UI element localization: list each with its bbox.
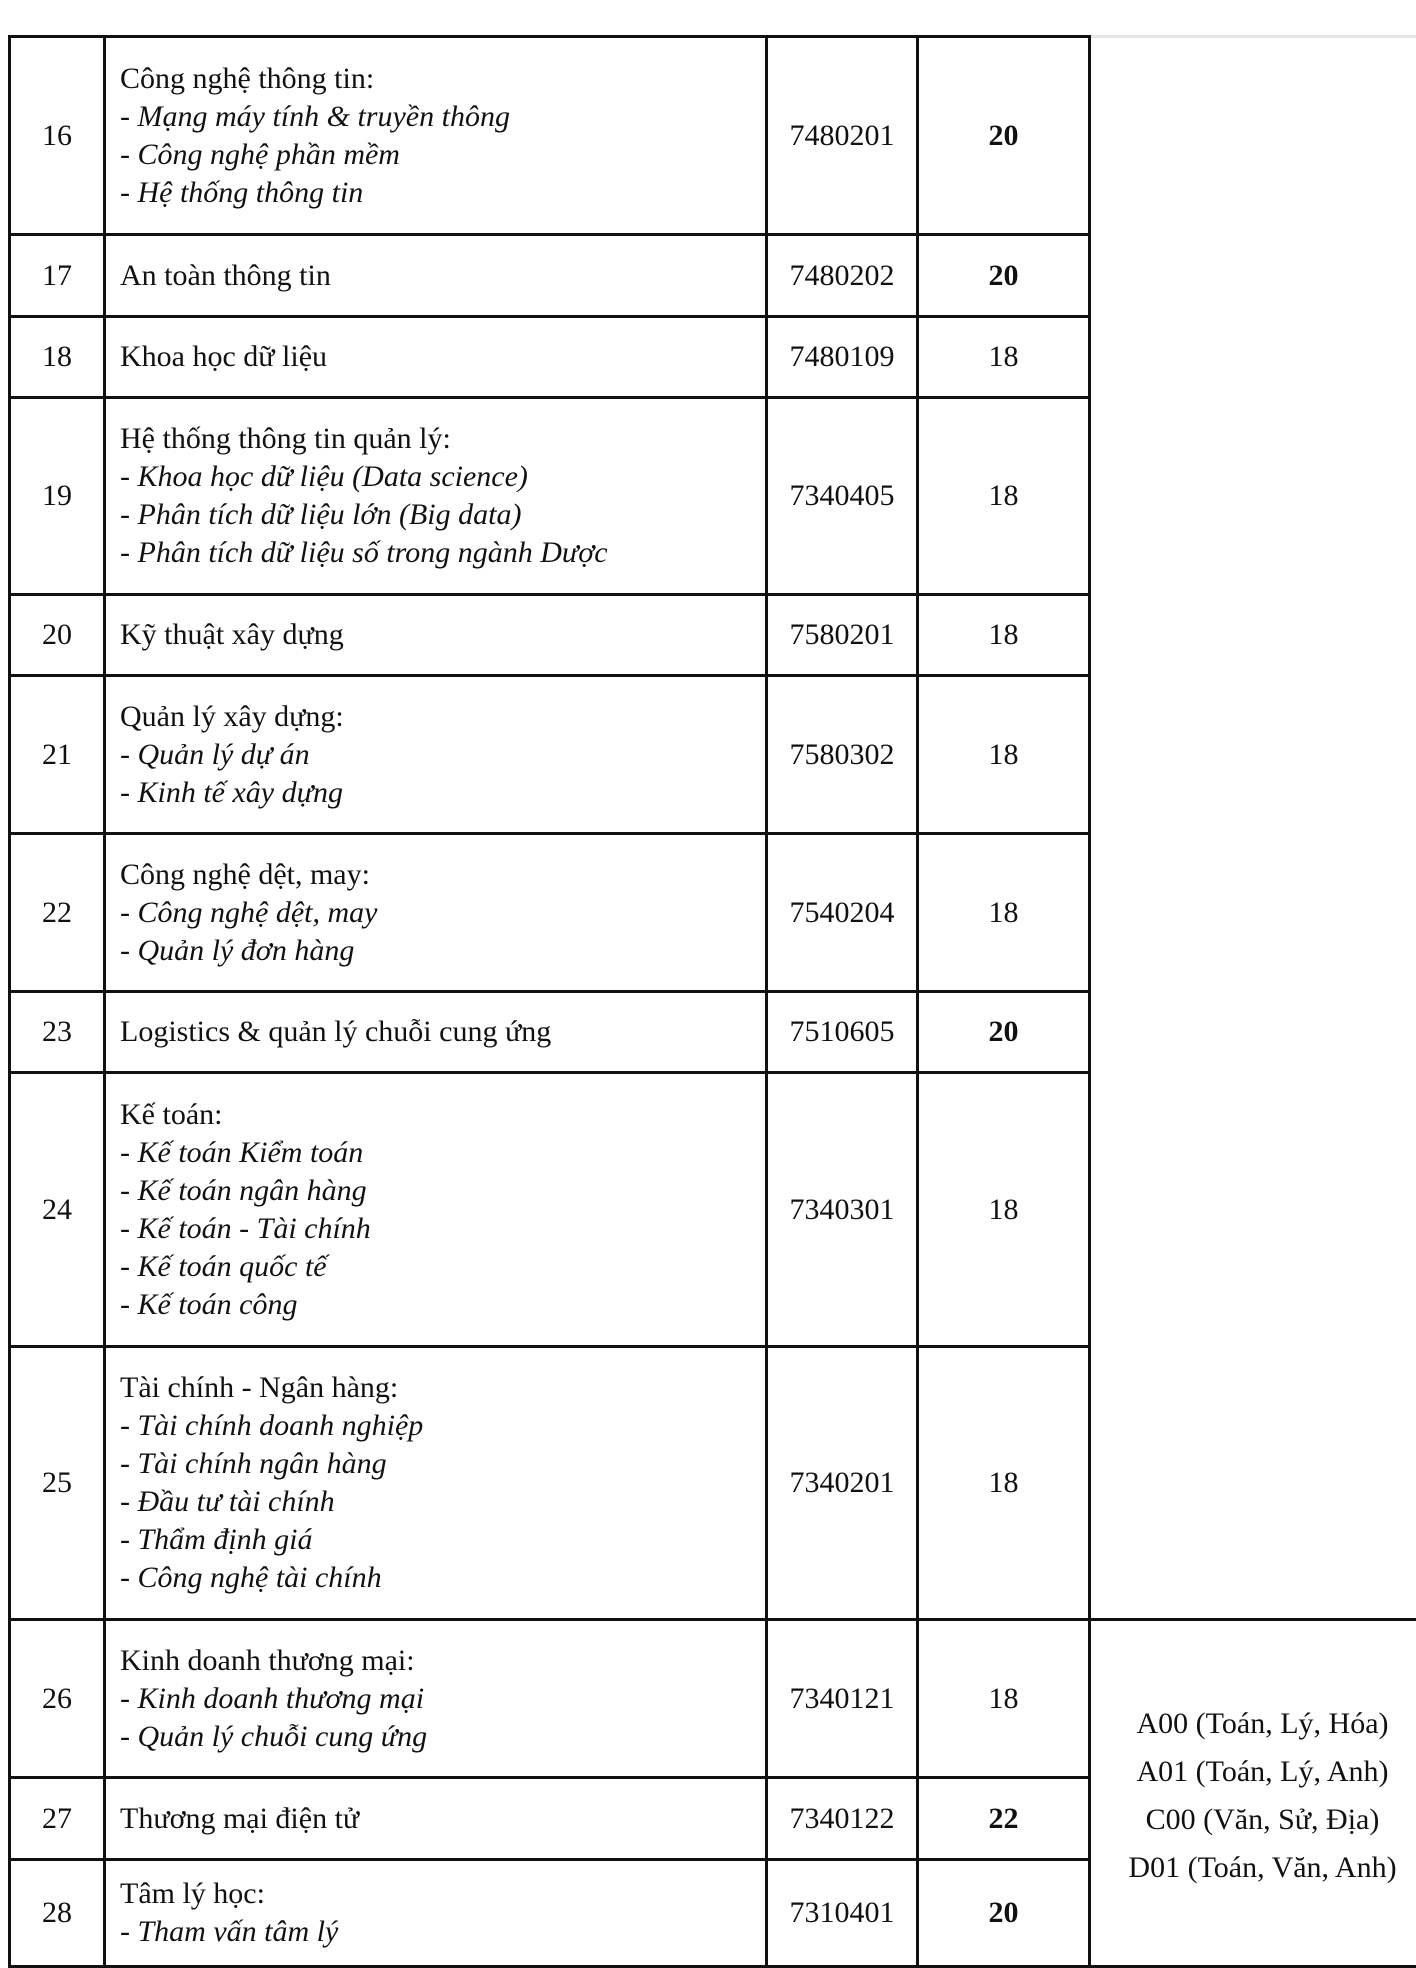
specialization: - Kế toán công — [120, 1286, 765, 1324]
major-code: 7340121 — [767, 1620, 918, 1778]
row-number: 28 — [10, 1860, 105, 1967]
specialization: - Kế toán ngân hàng — [120, 1172, 765, 1210]
major-code: 7340122 — [767, 1778, 918, 1860]
major-name: Công nghệ thông tin: — [120, 60, 765, 98]
specialization: - Công nghệ phần mềm — [120, 136, 765, 174]
combo-cell-empty — [1090, 37, 1416, 1620]
major-name: Quản lý xây dựng: — [120, 698, 765, 736]
admission-score: 20 — [918, 992, 1090, 1073]
row-number: 26 — [10, 1620, 105, 1778]
major-name: Công nghệ dệt, may: — [120, 856, 765, 894]
row-number: 21 — [10, 676, 105, 834]
specialization: - Đầu tư tài chính — [120, 1483, 765, 1521]
specialization: - Kế toán Kiểm toán — [120, 1134, 765, 1172]
major-code: 7480109 — [767, 317, 918, 398]
major-name: An toàn thông tin — [120, 257, 765, 295]
specialization: - Công nghệ tài chính — [120, 1559, 765, 1597]
subject-combinations — [1090, 1620, 1416, 1967]
combo-c00: C00 (Văn, Sử, Địa) — [1091, 1796, 1416, 1844]
combo-a00: A00 (Toán, Lý, Hóa) — [1091, 1700, 1416, 1748]
row-number: 20 — [10, 595, 105, 676]
admission-score: 20 — [918, 37, 1090, 235]
major-name: Kinh doanh thương mại: — [120, 1642, 765, 1680]
major-cell — [105, 1860, 767, 1967]
combo-d01: D01 (Toán, Văn, Anh) — [1091, 1844, 1416, 1892]
admission-score: 18 — [918, 676, 1090, 834]
major-code: 7340301 — [767, 1073, 918, 1347]
major-name: Hệ thống thông tin quản lý: — [120, 420, 765, 458]
specialization: - Công nghệ dệt, may — [120, 894, 765, 932]
major-name: Kế toán: — [120, 1096, 765, 1134]
admission-score: 18 — [918, 398, 1090, 595]
major-code: 7580201 — [767, 595, 918, 676]
major-cell — [105, 398, 767, 595]
major-cell — [105, 235, 767, 317]
major-code: 7510605 — [767, 992, 918, 1073]
major-cell — [105, 1620, 767, 1778]
major-code: 7310401 — [767, 1860, 918, 1967]
major-cell — [105, 1778, 767, 1860]
specialization: - Quản lý dự án — [120, 736, 765, 774]
major-code: 7340201 — [767, 1347, 918, 1620]
admission-score: 22 — [918, 1778, 1090, 1860]
specialization: - Quản lý đơn hàng — [120, 932, 765, 970]
major-name: Thương mại điện tử — [120, 1800, 765, 1838]
specialization: - Hệ thống thông tin — [120, 174, 765, 212]
major-cell — [105, 992, 767, 1073]
row-number: 23 — [10, 992, 105, 1073]
combo-a01: A01 (Toán, Lý, Anh) — [1091, 1748, 1416, 1796]
table-body — [10, 37, 1416, 1967]
major-name: Kỹ thuật xây dựng — [120, 616, 765, 654]
row-number: 17 — [10, 235, 105, 317]
admission-score: 18 — [918, 1620, 1090, 1778]
major-name: Khoa học dữ liệu — [120, 338, 765, 376]
specialization: - Kinh tế xây dựng — [120, 774, 765, 812]
specialization: - Tài chính ngân hàng — [120, 1445, 765, 1483]
specialization: - Phân tích dữ liệu số trong ngành Dược — [120, 534, 765, 572]
row-number: 19 — [10, 398, 105, 595]
admission-score: 20 — [918, 235, 1090, 317]
admission-score-table — [8, 35, 1416, 1968]
major-cell — [105, 834, 767, 992]
specialization: - Kế toán - Tài chính — [120, 1210, 765, 1248]
row-number: 18 — [10, 317, 105, 398]
row-number: 24 — [10, 1073, 105, 1347]
admission-score: 18 — [918, 1073, 1090, 1347]
combo-list — [1091, 1694, 1416, 1892]
table-row — [10, 1620, 1416, 1778]
major-cell — [105, 37, 767, 235]
specialization: - Phân tích dữ liệu lớn (Big data) — [120, 496, 765, 534]
row-number: 27 — [10, 1778, 105, 1860]
major-cell — [105, 595, 767, 676]
admission-score: 18 — [918, 595, 1090, 676]
major-code: 7540204 — [767, 834, 918, 992]
major-code: 7480201 — [767, 37, 918, 235]
major-cell — [105, 676, 767, 834]
specialization: - Tham vấn tâm lý — [120, 1913, 765, 1951]
major-cell — [105, 1073, 767, 1347]
major-name: Tâm lý học: — [120, 1875, 765, 1913]
specialization: - Khoa học dữ liệu (Data science) — [120, 458, 765, 496]
major-cell — [105, 1347, 767, 1620]
specialization: - Mạng máy tính & truyền thông — [120, 98, 765, 136]
major-code: 7580302 — [767, 676, 918, 834]
major-cell — [105, 317, 767, 398]
major-code: 7480202 — [767, 235, 918, 317]
admission-score: 20 — [918, 1860, 1090, 1967]
major-code: 7340405 — [767, 398, 918, 595]
admission-score: 18 — [918, 1347, 1090, 1620]
major-name: Tài chính - Ngân hàng: — [120, 1369, 765, 1407]
row-number: 16 — [10, 37, 105, 235]
specialization: - Kinh doanh thương mại — [120, 1680, 765, 1718]
major-name: Logistics & quản lý chuỗi cung ứng — [120, 1013, 765, 1051]
specialization: - Kế toán quốc tế — [120, 1248, 765, 1286]
specialization: - Thẩm định giá — [120, 1521, 765, 1559]
admission-score: 18 — [918, 834, 1090, 992]
specialization: - Tài chính doanh nghiệp — [120, 1407, 765, 1445]
row-number: 25 — [10, 1347, 105, 1620]
row-number: 22 — [10, 834, 105, 992]
admission-score: 18 — [918, 317, 1090, 398]
table-row — [10, 37, 1416, 235]
specialization: - Quản lý chuỗi cung ứng — [120, 1718, 765, 1756]
